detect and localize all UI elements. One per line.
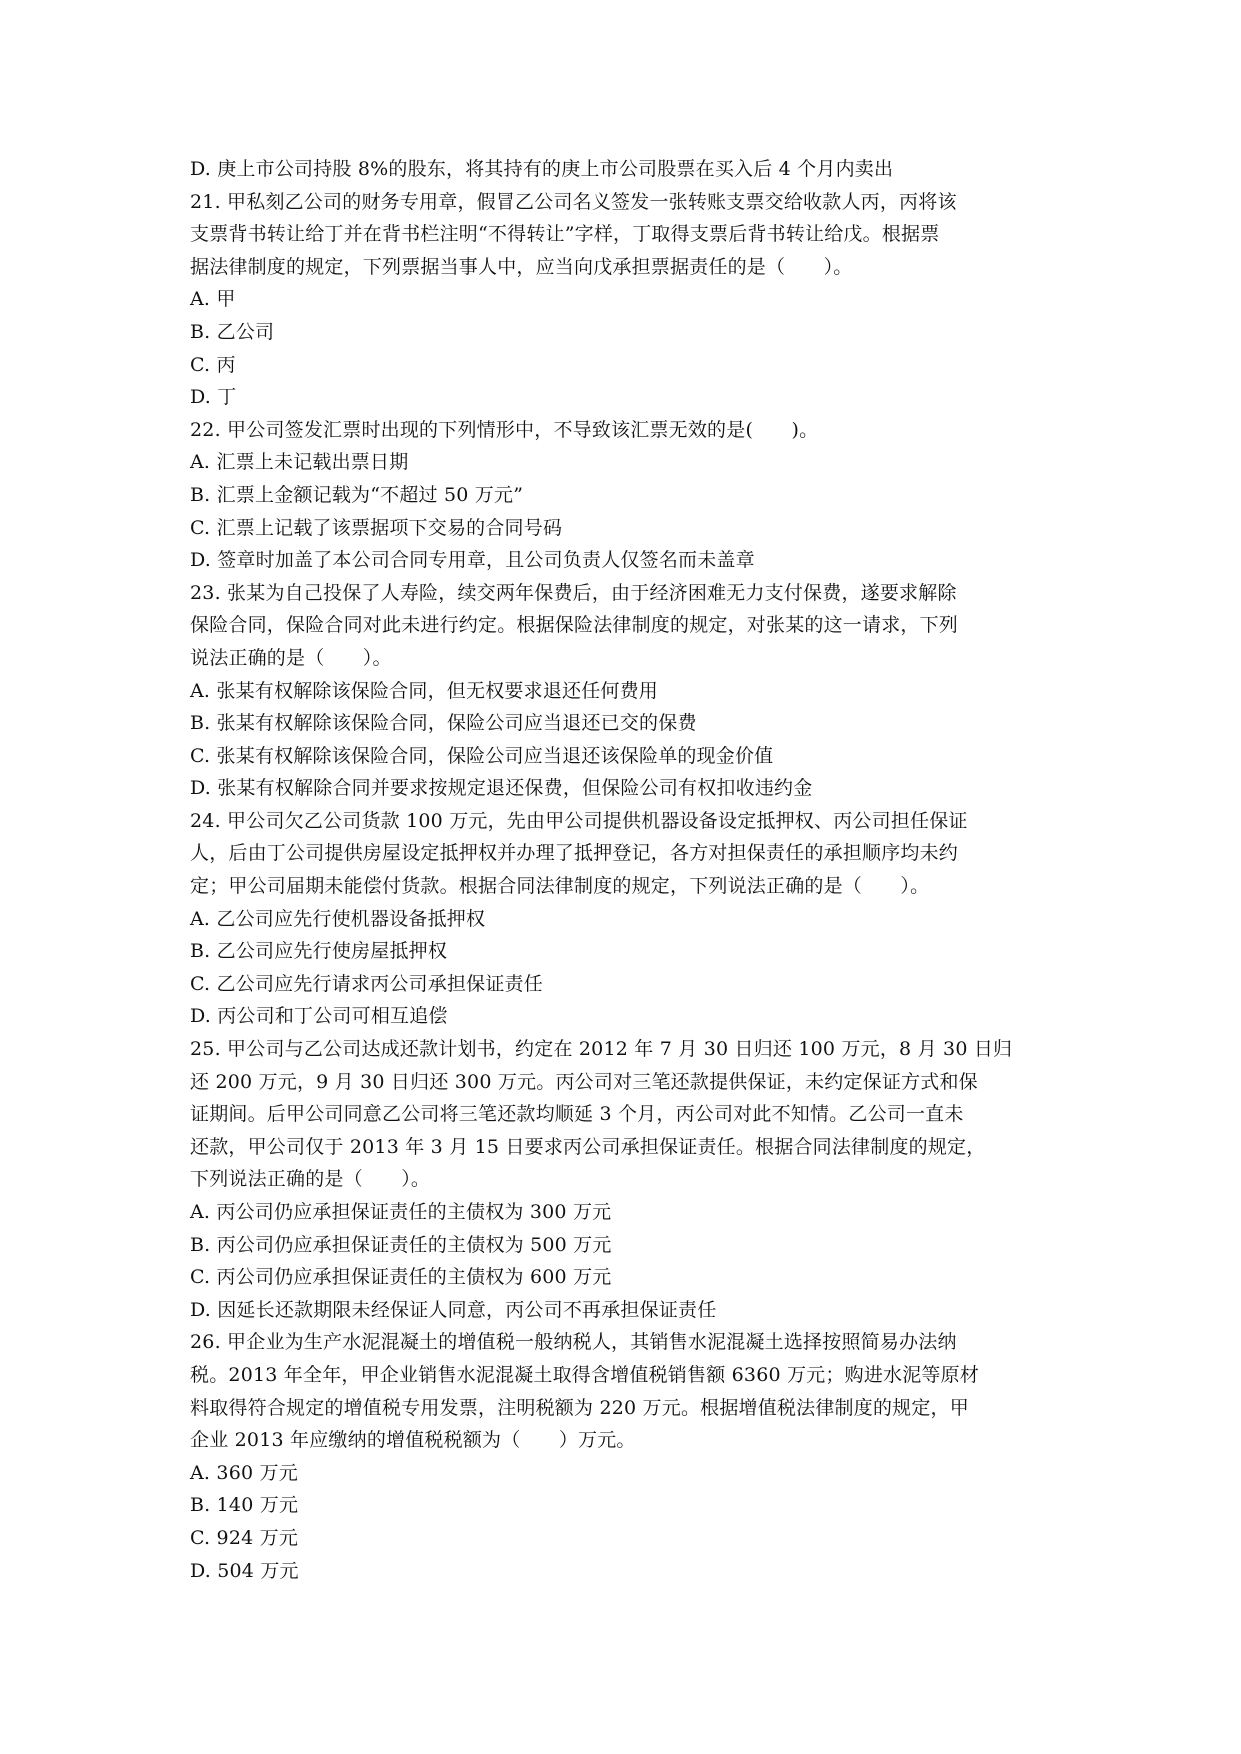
question-24-line: 24. 甲公司欠乙公司货款 100 万元，先由甲公司提供机器设备设定抵押权、丙公司担任保证 (190, 809, 968, 832)
question-26-line: 26. 甲企业为生产水泥混凝土的增值税一般纳税人，其销售水泥混凝土选择按照简易办法纳 (190, 1331, 957, 1354)
option-line: A. 乙公司应先行使机器设备抵押权 (190, 907, 486, 930)
option-line: C. 张某有权解除该保险合同，保险公司应当退还该保险单的现金价值 (190, 744, 774, 767)
option-line: B. 乙公司应先行使房屋抵押权 (190, 940, 448, 963)
option-line: A. 张某有权解除该保险合同，但无权要求退还任何费用 (190, 679, 659, 702)
option-line: D. 因延长还款期限未经保证人同意，丙公司不再承担保证责任 (190, 1298, 717, 1321)
option-line: D. 张某有权解除合同并要求按规定退还保费，但保险公司有权扣收违约金 (190, 777, 813, 800)
text-line: 说法正确的是（ ）。 (190, 646, 392, 669)
option-line: C. 丙公司仍应承担保证责任的主债权为 600 万元 (190, 1266, 612, 1289)
option-line: B. 乙公司 (190, 320, 275, 343)
option-line: B. 张某有权解除该保险合同，保险公司应当退还已交的保费 (190, 712, 697, 735)
option-line: D. 丙公司和丁公司可相互追偿 (190, 1005, 448, 1028)
text-line: D. 庚上市公司持股 8%的股东，将其持有的庚上市公司股票在买入后 4 个月内卖出 (190, 158, 894, 180)
text-line: 人，后由丁公司提供房屋设定抵押权并办理了抵押登记，各方对担保责任的承担顺序均未约 (190, 842, 959, 865)
option-line: A. 丙公司仍应承担保证责任的主债权为 300 万元 (190, 1201, 612, 1223)
option-line: A. 汇票上未记载出票日期 (190, 451, 409, 474)
option-line: C. 924 万元 (190, 1526, 299, 1549)
text-line: 还款，甲公司仅于 2013 年 3 月 15 日要求丙公司承担保证责任。根据合同法律制度的规定， (190, 1135, 986, 1158)
question-25-line: 25. 甲公司与乙公司达成还款计划书，约定在 2012 年 7 月 30 日归还 100 万元，8 月 30 日归 (190, 1038, 1013, 1061)
text-line: 定；甲公司届期未能偿付货款。根据合同法律制度的规定，下列说法正确的是（ ）。 (190, 875, 930, 898)
text-line: 料取得符合规定的增值税专用发票，注明税额为 220 万元。根据增值税法律制度的规定，甲 (190, 1396, 969, 1419)
option-line: D. 签章时加盖了本公司合同专用章，且公司负责人仅签名而未盖章 (190, 549, 755, 572)
option-line: C. 汇票上记载了该票据项下交易的合同号码 (190, 516, 563, 539)
option-line: B. 汇票上金额记载为“不超过 50 万元” (190, 483, 524, 506)
option-line: D. 丁 (190, 386, 237, 409)
text-line: 还 200 万元，9 月 30 日归还 300 万元。丙公司对三笔还款提供保证，未约定保证方式和保 (190, 1070, 978, 1093)
text-line: 税。2013 年全年，甲企业销售水泥混凝土取得含增值税销售额 6360 万元；购进水泥等原材 (190, 1363, 980, 1386)
option-line: D. 504 万元 (190, 1559, 299, 1582)
option-line: B. 丙公司仍应承担保证责任的主债权为 500 万元 (190, 1233, 612, 1256)
text-line: 企业 2013 年应缴纳的增值税税额为（ ）万元。 (190, 1429, 636, 1452)
question-22-line: 22. 甲公司签发汇票时出现的下列情形中，不导致该汇票无效的是( )。 (190, 418, 819, 441)
text-line: 支票背书转让给丁并在背书栏注明“不得转让”字样，丁取得支票后背书转让给戊。根据票 (190, 223, 940, 246)
option-line: C. 丙 (190, 353, 236, 376)
option-line: C. 乙公司应先行请求丙公司承担保证责任 (190, 972, 543, 995)
text-line: 保险合同，保险合同对此未进行约定。根据保险法律制度的规定，对张某的这一请求，下列 (190, 614, 959, 637)
question-23-line: 23. 张某为自己投保了人寿险，续交两年保费后，由于经济困难无力支付保费，遂要求解除 (190, 581, 957, 604)
option-line: A. 360 万元 (190, 1461, 298, 1484)
text-line: 证期间。后甲公司同意乙公司将三笔还款均顺延 3 个月，丙公司对此不知情。乙公司一直未 (190, 1103, 964, 1126)
option-line: A. 甲 (190, 288, 236, 311)
text-line: 下列说法正确的是（ ）。 (190, 1168, 431, 1191)
document-page (190, 153, 1060, 1587)
text-line: 据法律制度的规定，下列票据当事人中，应当向戊承担票据责任的是（ ）。 (190, 255, 853, 278)
question-21-line: 21. 甲私刻乙公司的财务专用章，假冒乙公司名义签发一张转账支票交给收款人丙，丙将该 (190, 190, 957, 213)
option-line: B. 140 万元 (190, 1494, 299, 1517)
